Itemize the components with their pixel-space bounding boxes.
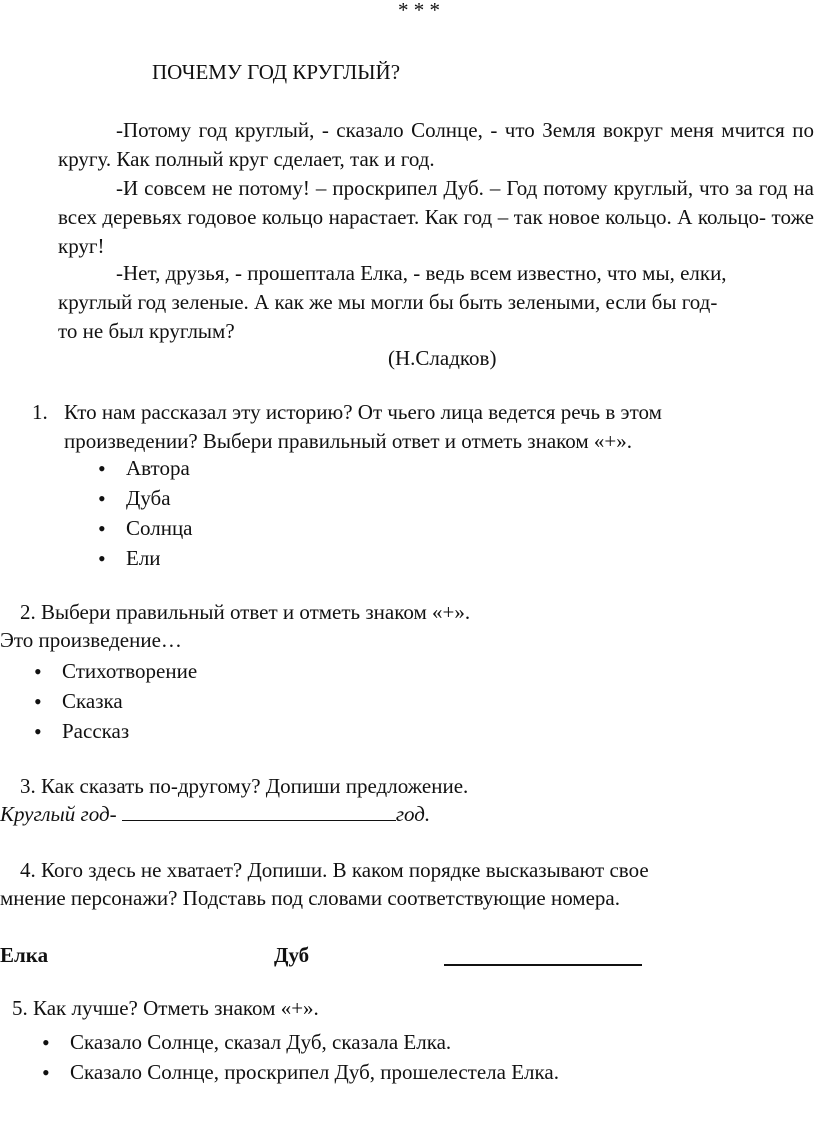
q1-option-sun[interactable]: • Солнца [126, 516, 193, 541]
story-author: (Н.Сладков) [388, 346, 497, 370]
story-paragraph-fir-line3: то не был круглым? [58, 319, 235, 343]
question-1-line1: Кто нам рассказал эту историю? От чьего лица ведется речь в этом [64, 400, 662, 424]
question-1-number: 1. [32, 400, 48, 424]
q2-option-tale[interactable]: • Сказка [62, 689, 123, 714]
story-paragraph-fir-line2: круглый год зеленые. А как же мы могли бы быть зелеными, если бы год- [58, 290, 718, 314]
question-5: 5. Как лучше? Отметь знаком «+». [12, 996, 319, 1020]
question-3-prefix: Круглый год- [0, 802, 117, 826]
story-paragraph-oak: -И совсем не потому! – проскрипел Дуб. – Год потому круглый, что за год на всех деревьях годовое кольцо нарастает. Как год – так новое кольцо. А кольцо- тоже круг! [58, 176, 814, 258]
question-1-line2: произведении? Выбери правильный ответ и отметь знаком «+». [64, 429, 633, 453]
story-title: ПОЧЕМУ ГОД КРУГЛЫЙ? [152, 60, 401, 84]
q1-option-oak[interactable]: • Дуба [126, 486, 171, 511]
q5-option-1[interactable]: • Сказало Солнце, сказал Дуб, сказала Елка. [70, 1030, 451, 1055]
question-3-suffix: год. [395, 802, 431, 826]
question-2-lead: Это произведение… [0, 628, 182, 652]
question-3-answer-blank[interactable] [122, 802, 396, 821]
question-3-answer-row [0, 802, 430, 827]
q1-option-fir[interactable]: • Ели [126, 546, 161, 571]
story-paragraph-sun: -Потому год круглый, - сказало Солнце, - что Земля вокруг меня мчится по кругу. Как полный круг сделает, так и год. [58, 118, 814, 171]
character-oak: Дуб [274, 943, 310, 967]
q2-option-story[interactable]: • Рассказ [62, 719, 129, 744]
question-4-line2: мнение персонажи? Подставь под словами соответствующие номера. [0, 886, 620, 910]
stars-divider: * * * [398, 0, 440, 22]
q2-option-poem[interactable]: • Стихотворение [62, 659, 197, 684]
story-paragraph-fir-line1: -Нет, друзья, - прошептала Елка, - ведь всем известно, что мы, елки, [116, 261, 727, 285]
q5-option-2[interactable]: • Сказало Солнце, проскрипел Дуб, прошелестела Елка. [70, 1060, 559, 1085]
question-4-line1: 4. Кого здесь не хватает? Допиши. В каком порядке высказывают свое [20, 858, 649, 882]
q1-option-author[interactable]: • Автора [126, 456, 190, 481]
question-2: 2. Выбери правильный ответ и отметь знаком «+». [20, 600, 471, 624]
character-fir: Елка [0, 943, 49, 967]
missing-character-blank[interactable] [444, 944, 642, 966]
question-3: 3. Как сказать по-другому? Допиши предложение. [20, 774, 469, 798]
